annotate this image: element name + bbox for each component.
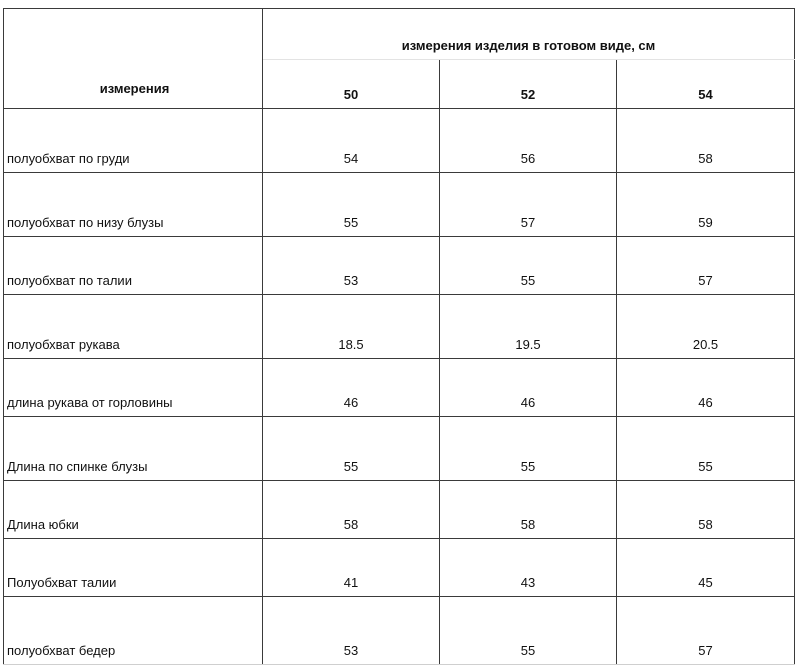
header-group-title: измерения изделия в готовом виде, см <box>263 9 795 60</box>
row-value-size-54: 57 <box>617 237 795 295</box>
row-value-size-50: 46 <box>263 359 440 417</box>
row-value-size-54: 55 <box>617 417 795 481</box>
header-group-row <box>4 9 795 60</box>
row-value-size-52: 55 <box>440 237 617 295</box>
row-label: полуобхват рукава <box>4 295 263 359</box>
size-chart-table <box>3 8 795 665</box>
row-value-size-52: 58 <box>440 481 617 539</box>
row-label: полуобхват по талии <box>4 237 263 295</box>
row-value-size-52: 55 <box>440 597 617 665</box>
table-row <box>4 539 795 597</box>
row-label: полуобхват бедер <box>4 597 263 665</box>
row-value-size-52: 19.5 <box>440 295 617 359</box>
row-value-size-50: 18.5 <box>263 295 440 359</box>
row-value-size-54: 59 <box>617 173 795 237</box>
size-header-50: 50 <box>263 60 440 109</box>
row-label: длина рукава от горловины <box>4 359 263 417</box>
row-value-size-50: 53 <box>263 237 440 295</box>
table-row <box>4 597 795 665</box>
row-value-size-50: 41 <box>263 539 440 597</box>
row-value-size-52: 43 <box>440 539 617 597</box>
row-value-size-54: 58 <box>617 481 795 539</box>
row-value-size-50: 55 <box>263 173 440 237</box>
table-row <box>4 237 795 295</box>
row-value-size-50: 58 <box>263 481 440 539</box>
row-value-size-54: 57 <box>617 597 795 665</box>
row-label: Длина по спинке блузы <box>4 417 263 481</box>
label-header: измерения <box>99 81 170 96</box>
row-value-size-50: 54 <box>263 109 440 173</box>
row-value-size-54: 46 <box>617 359 795 417</box>
table-row <box>4 481 795 539</box>
label-header-cell <box>4 9 263 109</box>
row-value-size-54: 20.5 <box>617 295 795 359</box>
row-value-size-52: 46 <box>440 359 617 417</box>
row-label: Полуобхват талии <box>4 539 263 597</box>
row-value-size-50: 55 <box>263 417 440 481</box>
row-label: полуобхват по груди <box>4 109 263 173</box>
row-value-size-54: 45 <box>617 539 795 597</box>
table-row <box>4 109 795 173</box>
row-label: Длина юбки <box>4 481 263 539</box>
table-row <box>4 417 795 481</box>
size-header-52: 52 <box>440 60 617 109</box>
table-row <box>4 359 795 417</box>
row-value-size-52: 57 <box>440 173 617 237</box>
row-value-size-52: 56 <box>440 109 617 173</box>
row-value-size-54: 58 <box>617 109 795 173</box>
table-row <box>4 295 795 359</box>
table-row <box>4 173 795 237</box>
row-value-size-50: 53 <box>263 597 440 665</box>
size-header-54: 54 <box>617 60 795 109</box>
row-label: полуобхват по низу блузы <box>4 173 263 237</box>
row-value-size-52: 55 <box>440 417 617 481</box>
